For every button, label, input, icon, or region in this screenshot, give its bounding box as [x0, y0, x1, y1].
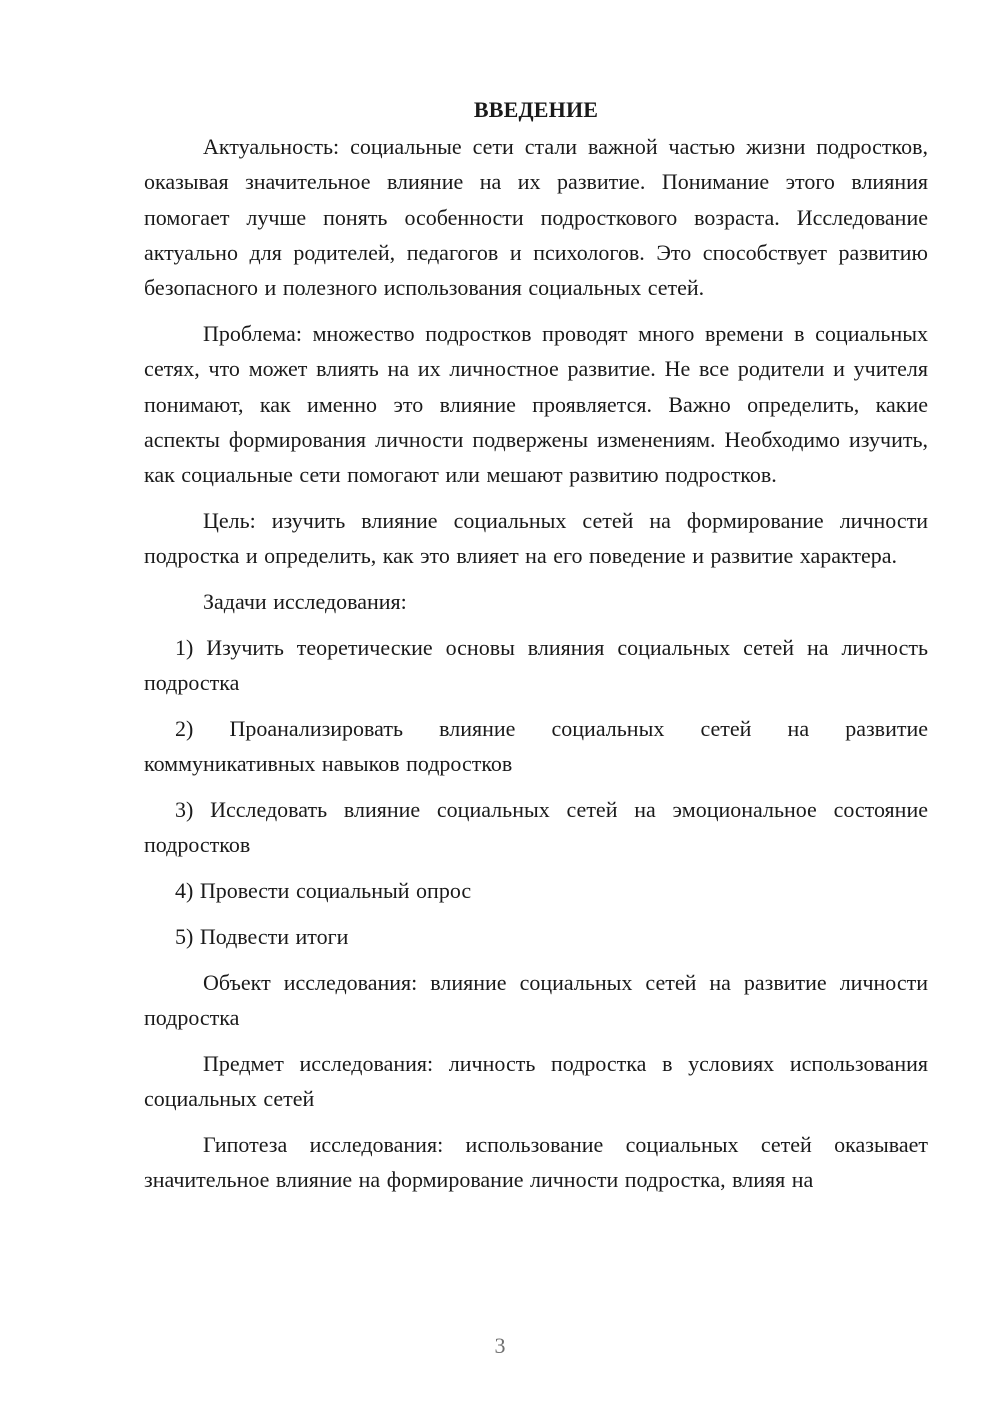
paragraph-problem: Проблема: множество подростков проводят много времени в социальных сетях, что может влиять на их личностное развитие. Не все родители и учителя понимают, как именно это влияние проявляется. Важно определить, какие аспекты формирования личности подвержены изменениям. Необходимо изучить, как социальные сети помогают или мешают развитию подростков.: [144, 320, 928, 488]
paragraph-tasks-heading: Задачи исследования:: [203, 589, 407, 615]
paragraph-hypothesis: Гипотеза исследования: использование социальных сетей оказывает значительное влияние на формирование личности подростка, влияя на: [144, 1131, 928, 1193]
paragraph-relevance: Актуальность: социальные сети стали важной частью жизни подростков, оказывая значительное влияние на их развитие. Понимание этого влияния помогает лучше понять особенности подросткового возраста. Исследование актуально для родителей, педагогов и психологов. Это способствует развитию безопасного и полезного использования социальных сетей.: [144, 134, 928, 301]
paragraph-goal: Цель: изучить влияние социальных сетей на формирование личности подростка и определить, как это влияет на его поведение и развитие характера.: [144, 507, 928, 569]
task-item-4: 4) Провести социальный опрос: [175, 878, 472, 904]
task-item-3: 3) Исследовать влияние социальных сетей на эмоциональное состояние подростков: [144, 797, 928, 858]
task-item-2: 2) Проанализировать влияние социальных сетей на развитие коммуникативных навыков подростков: [144, 715, 928, 777]
task-item-1: 1) Изучить теоретические основы влияния социальных сетей на личность подростка: [144, 634, 928, 696]
paragraph-subject: Предмет исследования: личность подростка в условиях использования социальных сетей: [144, 1050, 928, 1112]
document-page: [144, 92, 928, 1208]
section-title: ВВЕДЕНИЕ: [473, 97, 599, 122]
task-item-5: 5) Подвести итоги: [175, 923, 349, 949]
paragraph-object: Объект исследования: влияние социальных сетей на развитие личности подростка: [144, 969, 928, 1031]
page-number: 3: [494, 1333, 506, 1358]
